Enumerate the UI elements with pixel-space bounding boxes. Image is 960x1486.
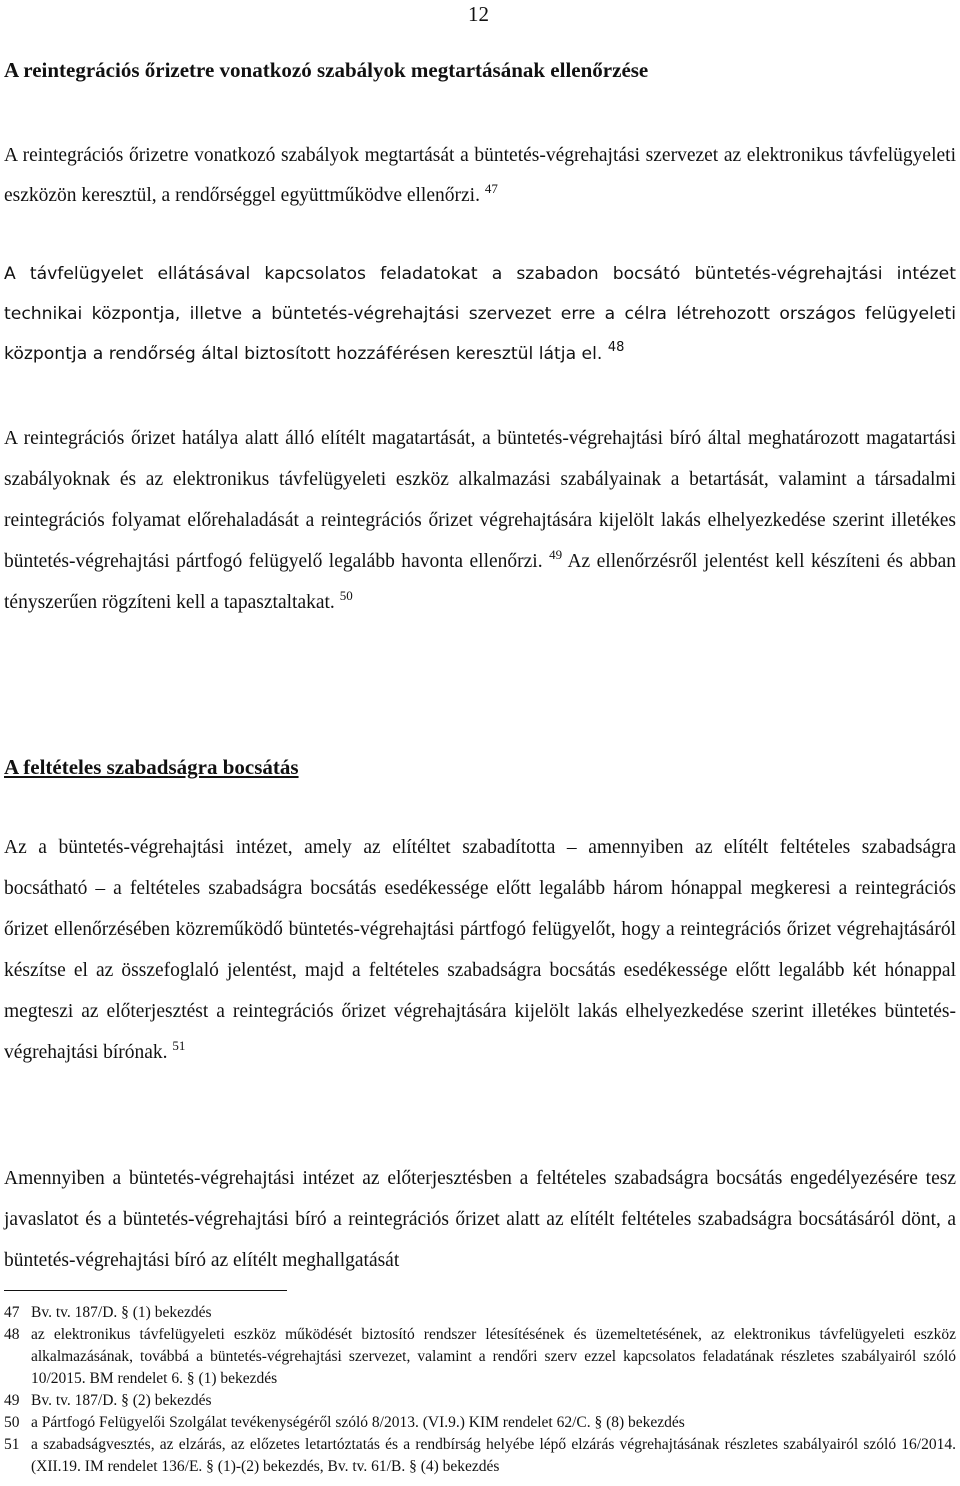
footnote-text: a Pártfogó Felügyelői Szolgálat tevékenységéről szóló 8/2013. (VI.9.) KIM rendelet 62/C. § (8) bekezdés: [31, 1414, 685, 1431]
footnote-ref-49[interactable]: 49: [549, 547, 563, 562]
paragraph-monitoring: [4, 136, 956, 216]
paragraph-text: A reintegrációs őrizet hatálya alatt álló elítélt magatartását, a büntetés-végrehajtási bíró által meghatározott magatartási szabályoknak és az elektronikus távfelügyeleti eszköz alkalmazási szabályainak a betartását, valamint a társadalmi reintegrációs folyamat előrehaladását a reintegrációs őrizet végrehajtására kijelölt lakás elhelyezkedése szerint illetékes büntetés-végrehajtási pártfogó felügyelő legalább havonta ellenőrzi.: [4, 428, 956, 572]
footnote-ref-50[interactable]: 50: [339, 588, 353, 603]
paragraph-text: Az a büntetés-végrehajtási intézet, amely az elítéltet szabadította ‒ amennyiben az elítélt feltételes szabadságra bocsátható ‒ a feltételes szabadságra bocsátás esedékessége előtt legalább három hónappal megkeresi a reintegrációs őrizet ellenőrzésében közreműködő büntetés-végrehajtási pártfogó felügyelőt, hogy a reintegrációs őrizet végrehajtásáról készítse el az összefoglaló jelentést, majd a feltételes szabadságra bocsátás esedékessége előtt legalább két hónappal megteszi az előterjesztést a reintegrációs őrizet végrehajtására kijelölt lakás elhelyezkedése szerint illetékes büntetés-végrehajtási bírónak.: [4, 837, 956, 1063]
footnote-separator: [4, 1290, 287, 1291]
footnote-item: [4, 1390, 956, 1412]
footnote-ref-48[interactable]: 48: [607, 340, 625, 355]
footnote-item: [4, 1302, 956, 1324]
page-number: 12: [468, 2, 489, 26]
footnote-text: az elektronikus távfelügyeleti eszköz működését biztosító rendszer létesítésének és üzemeltetésének, az elektronikus távfelügyeleti eszköz alkalmazásának, továbbá a büntetés-végrehajtási szervezet, valamint a rendőri szerv ezzel kapcsolatos feladatának részletes szabályairól szóló 10/2015. BM rendelet 6. § (1) bekezdés: [31, 1326, 956, 1387]
section-heading-reintegration-rules: A reintegrációs őrizetre vonatkozó szabályok megtartásának ellenőrzése: [4, 58, 649, 82]
footnote-item: [4, 1434, 956, 1478]
footnote-number: 48: [4, 1326, 20, 1343]
footnote-number: 51: [4, 1436, 20, 1453]
footnote-number: 49: [4, 1392, 20, 1409]
footnotes-list: [4, 1302, 956, 1478]
footnote-number: 50: [4, 1414, 20, 1431]
footnote-ref-47[interactable]: 47: [484, 181, 498, 196]
footnote-text: Bv. tv. 187/D. § (1) bekezdés: [31, 1304, 212, 1321]
footnote-text: a szabadságvesztés, az elzárás, az előzetes letartóztatás és a rendbírság helyébe lépő elzárás végrehajtásának részletes szabályairól szóló 16/2014. (XII.19. IM rendelet 136/E. § (1)-(2) bekezdés, Bv. tv. 61/B. § (4) bekezdés: [31, 1436, 956, 1475]
paragraph-text: A távfelügyelet ellátásával kapcsolatos feladatokat a szabadon bocsátó büntetés-végrehajtási intézet technikai központja, illetve a büntetés-végrehajtási szervezet erre a célra létrehozott országos felügyeleti központja a rendőrség által biztosított hozzáférésen keresztül látja el.: [4, 264, 956, 364]
paragraph-text: A reintegrációs őrizetre vonatkozó szabályok megtartását a büntetés-végrehajtási szervezet az elektronikus távfelügyeleti eszközön keresztül, a rendőrséggel együttműködve ellenőrzi.: [4, 145, 956, 206]
footnote-item: [4, 1412, 956, 1434]
paragraph-parole-request: [4, 827, 956, 1073]
footnote-text: Bv. tv. 187/D. § (2) bekezdés: [31, 1392, 212, 1409]
footnote-item: [4, 1324, 956, 1390]
paragraph-probation-check: [4, 418, 956, 623]
footnote-number: 47: [4, 1304, 20, 1321]
paragraph-parole-decision: Amennyiben a büntetés-végrehajtási intézet az előterjesztésben a feltételes szabadságra bocsátás engedélyezésére tesz javaslatot és a büntetés-végrehajtási bíró a reintegrációs őrizet alatt az elítélt feltételes szabadságra bocsátásáról dönt, a büntetés-végrehajtási bíró az elítélt meghallgatását: [4, 1168, 956, 1271]
section-heading-parole: A feltételes szabadságra bocsátás: [4, 755, 299, 779]
paragraph-text: Az ellenőrzésről jelentést kell készíteni és abban tényszerűen rögzíteni kell a tapasztaltakat.: [4, 551, 957, 613]
footnote-ref-51[interactable]: 51: [172, 1038, 186, 1053]
paragraph-remote-supervision: [4, 254, 956, 374]
